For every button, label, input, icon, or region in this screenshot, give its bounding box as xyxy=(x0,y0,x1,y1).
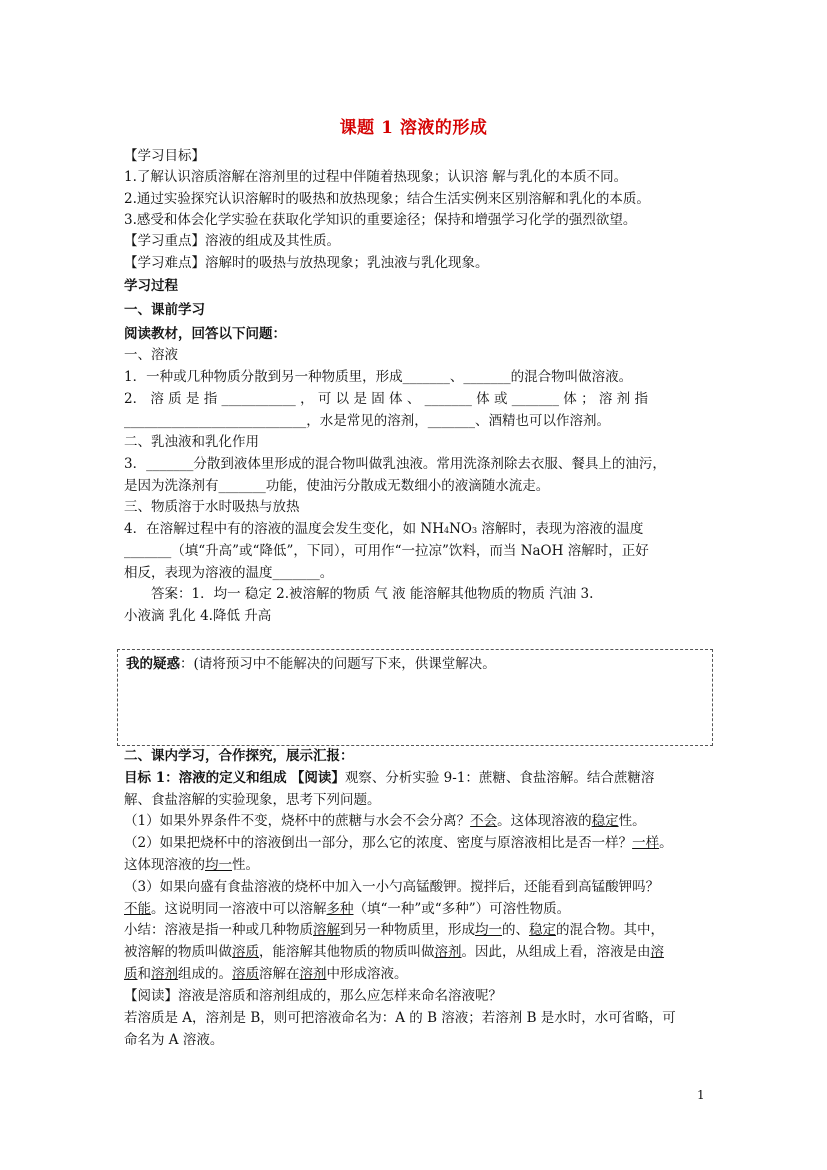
question-2-line-1: 2． 溶 质 是 指 ___________ ， 可 以 是 固 体 、 _______ 体 或 _______ 体 ； 溶 剂 指 xyxy=(124,391,648,407)
heat-subheading: 三、物质溶于水时吸热与放热 xyxy=(124,499,300,515)
point-2-line-2: 这体现溶液的均一性。 xyxy=(124,857,259,873)
answer-line-2: 小液滴 乳化 4.降低 升高 xyxy=(124,608,272,624)
question-2-line-2: ___________________________，水是常见的溶剂，_______、酒精也可以作溶剂。 xyxy=(124,413,610,429)
summary-line-1: 小结：溶液是指一种或几种物质溶解到另一种物质里，形成均一的、稳定的混合物。其中， xyxy=(124,922,664,938)
goals-header: 【学习目标】 xyxy=(124,148,205,164)
difficulty-line: 【学习难点】溶解时的吸热与放热现象；乳浊液与乳化现象。 xyxy=(124,255,489,271)
doubt-prompt: 我的疑惑：(请将预习中不能解决的问题写下来，供课堂解决。 xyxy=(126,656,496,672)
goal-2: 2.通过实验探究认识溶解时的吸热和放热现象；结合生活实例来区别溶解和乳化的本质。 xyxy=(124,191,650,207)
reading-2: 【阅读】溶液是溶质和溶剂组成的，那么应怎样来命名溶液呢？ xyxy=(124,988,502,1004)
target-1-line-1: 目标 1：溶液的定义和组成 【阅读】观察、分析实验 9-1：蔗糖、食盐溶解。结合蔗糖溶 xyxy=(124,770,655,786)
solution-subheading: 一、溶液 xyxy=(124,347,178,363)
question-4-line-2: _______（填“升高”或“降低”，下同），可用作“一拉凉”饮料，而当 NaOH 溶解时，正好 xyxy=(124,543,649,559)
question-4-line-1: 4．在溶解过程中有的溶液的温度会发生变化，如 NH4NO3 溶解时，表现为溶液的温度 xyxy=(124,521,644,537)
emulsion-subheading: 二、乳浊液和乳化作用 xyxy=(124,434,259,450)
answer-line-1: 答案：1．均一 稳定 2.被溶解的物质 气 液 能溶解其他物质的物质 汽油 3. xyxy=(151,586,594,602)
question-3-line-1: 3．_______分散到液体里形成的混合物叫做乳浊液。常用洗涤剂除去衣服、餐具上的油污， xyxy=(124,456,666,472)
point-1: （1）如果外界条件不变，烧杯中的蔗糖与水会不会分离？不会。这体现溶液的稳定性。 xyxy=(124,813,646,829)
section-2-heading: 二、课内学习，合作探究，展示汇报： xyxy=(124,748,354,764)
point-3-line-1: （3）如果向盛有食盐溶液的烧杯中加入一小勺高锰酸钾。搅拌后，还能看到高锰酸钾吗？ xyxy=(124,879,660,895)
target-1-line-2: 解、食盐溶解的实验现象，思考下列问题。 xyxy=(124,792,381,808)
read-question-heading: 阅读教材，回答以下问题： xyxy=(124,326,286,342)
goal-1: 1.了解认识溶质溶解在溶剂里的过程中伴随着热现象；认识溶 解与乳化的本质不同。 xyxy=(124,169,628,185)
reading-2-line-2: 若溶质是 A，溶剂是 B，则可把溶液命名为：A 的 B 溶液；若溶剂 B 是水时，水可省略，可 xyxy=(124,1010,676,1026)
point-2-line-1: （2）如果把烧杯中的溶液倒出一部分，那么它的浓度、密度与原溶液相比是否一样？一样。 xyxy=(124,835,673,851)
point-3-line-2: 不能。这说明同一溶液中可以溶解多种（填“一种”或“多种”）可溶性物质。 xyxy=(124,901,571,917)
process-heading: 学习过程 xyxy=(124,278,178,294)
question-1: 1．一种或几种物质分散到另一种物质里，形成_______、_______的混合物叫做溶液。 xyxy=(124,369,633,385)
question-3-line-2: 是因为洗涤剂有_______功能，使油污分散成无数细小的液滴随水流走。 xyxy=(124,478,550,494)
reading-2-line-3: 命名为 A 溶液。 xyxy=(124,1032,224,1048)
page-number: 1 xyxy=(697,1088,705,1102)
question-4-line-3: 相反，表现为溶液的温度_______。 xyxy=(124,565,334,581)
doubt-box[interactable] xyxy=(117,649,713,746)
goal-3: 3.感受和体会化学实验在获取化学知识的重要途径；保持和增强学习化学的强烈欲望。 xyxy=(124,212,637,228)
section-1-heading: 一、课前学习 xyxy=(124,302,205,318)
summary-line-3: 质和溶剂组成的。溶质溶解在溶剂中形成溶液。 xyxy=(124,966,408,982)
summary-line-2: 被溶解的物质叫做溶质，能溶解其他物质的物质叫做溶剂。因此，从组成上看，溶液是由溶 xyxy=(124,944,664,960)
page-title: 课题 1 溶液的形成 xyxy=(339,118,488,138)
focus-line: 【学习重点】溶液的组成及其性质。 xyxy=(124,233,340,249)
